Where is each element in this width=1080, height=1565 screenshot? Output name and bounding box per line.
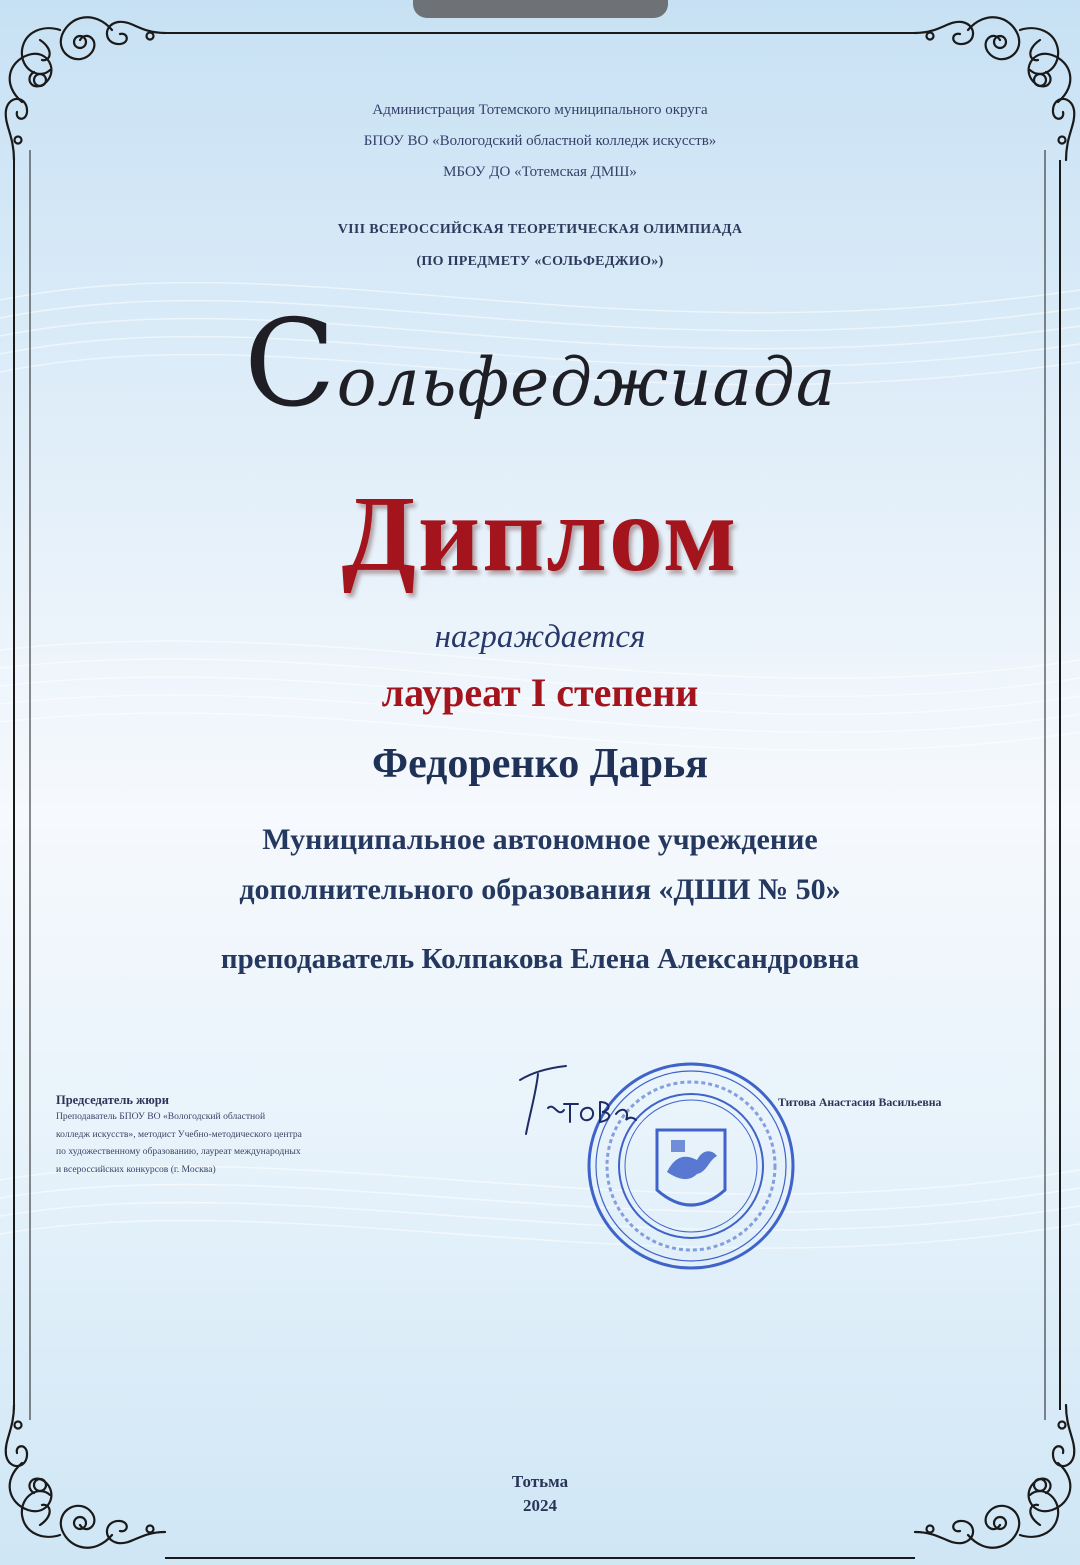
signature-icon: [508, 1058, 638, 1138]
olympiad-block: [0, 214, 1080, 278]
year: 2024: [523, 1496, 557, 1515]
organizers-block: [0, 95, 1080, 188]
event-title-initial: С: [243, 295, 337, 434]
olympiad-title-line-1: VIII ВСЕРОССИЙСКАЯ ТЕОРЕТИЧЕСКАЯ ОЛИМПИАДА: [337, 222, 743, 237]
phone-status-notch: [413, 0, 668, 18]
jury-description-line-2: колледж искусств», методист Учебно-методического центра: [56, 1128, 302, 1140]
teacher-line: преподаватель Колпакова Елена Александровна: [220, 943, 860, 975]
institution-block: [0, 815, 1080, 915]
organizer-line-1: Администрация Тотемского муниципального округа: [372, 102, 708, 118]
diploma-heading: Диплом: [341, 475, 739, 594]
jury-block: [56, 1093, 456, 1178]
awarded-text: награждается: [434, 619, 646, 655]
event-title-rest: ольфеджиада: [336, 344, 837, 421]
institution-line-2: дополнительного образования «ДШИ № 50»: [239, 873, 841, 906]
jury-chair-name: Титова Анастасия Васильевна: [778, 1095, 942, 1109]
recipient-name: Федоренко Дарья: [372, 741, 708, 787]
organizer-line-3: МБОУ ДО «Тотемская ДМШ»: [443, 164, 637, 180]
jury-description-line-4: и всероссийских конкурсов (г. Москва): [56, 1163, 216, 1175]
olympiad-title-line-2: (ПО ПРЕДМЕТУ «СОЛЬФЕДЖИО»): [416, 254, 664, 269]
institution-line-1: Муниципальное автономное учреждение: [262, 823, 818, 856]
jury-description-line-1: Преподаватель БПОУ ВО «Вологодский областной: [56, 1111, 266, 1122]
organizer-line-2: БПОУ ВО «Вологодский областной колледж искусств»: [363, 133, 717, 149]
jury-heading: Председатель жюри: [56, 1093, 169, 1107]
laureate-degree: лауреат I степени: [381, 670, 699, 715]
footer-block: [0, 1470, 1080, 1518]
jury-description-line-3: по художественному образованию, лауреат международных: [56, 1146, 301, 1157]
event-title: [0, 295, 1080, 434]
city-name: Тотьма: [511, 1472, 569, 1491]
